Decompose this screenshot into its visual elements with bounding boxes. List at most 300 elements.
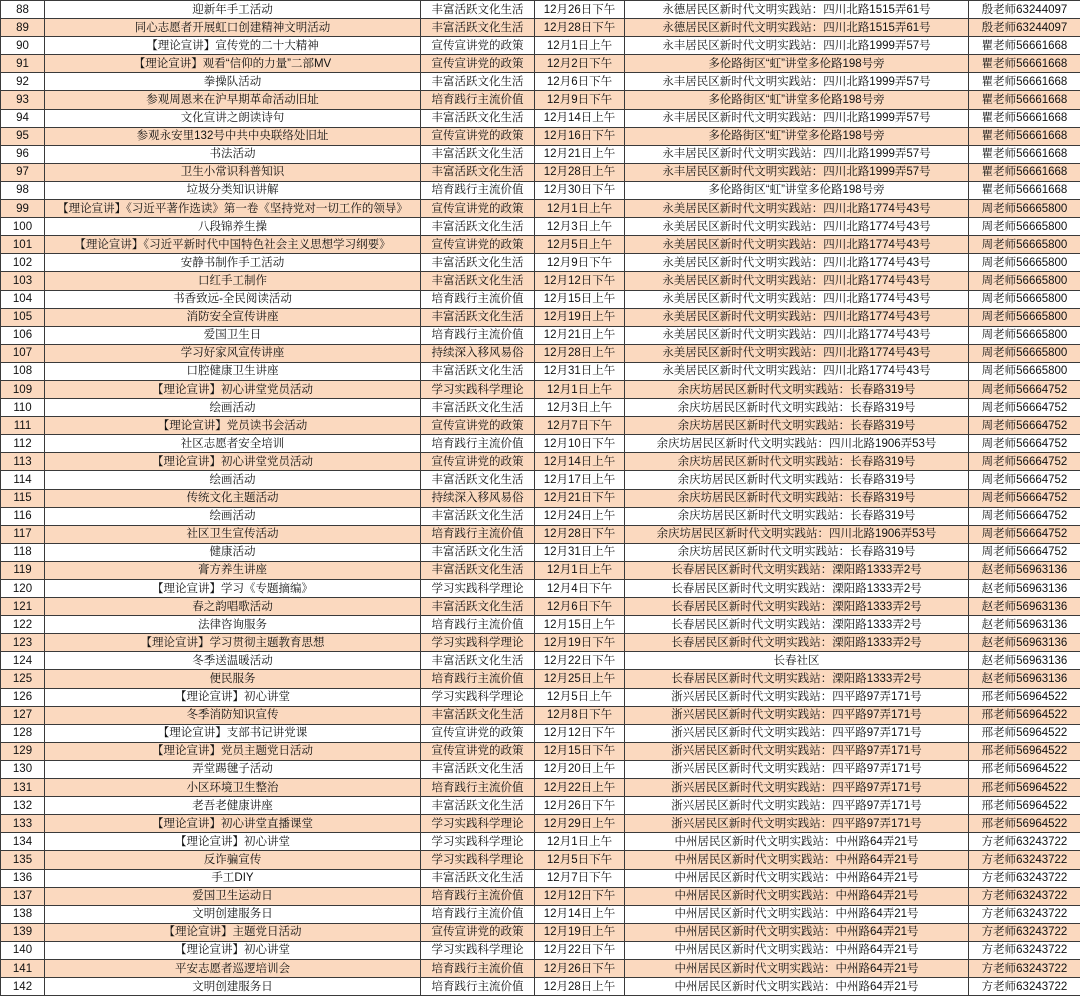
category-cell: 培育践行主流价值 bbox=[421, 326, 535, 344]
category-cell: 丰富活跃文化生活 bbox=[421, 507, 535, 525]
category-cell: 宣传宣讲党的政策 bbox=[421, 55, 535, 73]
contact-cell: 赵老师56963136 bbox=[969, 670, 1080, 688]
activity-name-cell: 弄堂踢毽子活动 bbox=[45, 760, 421, 778]
date-time-cell: 12月22日下午 bbox=[535, 652, 625, 670]
table-row bbox=[1, 326, 1080, 344]
category-cell: 丰富活跃文化生活 bbox=[421, 869, 535, 887]
contact-cell: 周老师56664752 bbox=[969, 417, 1080, 435]
row-number-cell: 104 bbox=[1, 290, 45, 308]
category-cell: 学习实践科学理论 bbox=[421, 941, 535, 959]
activity-name-cell: 【理论宣讲】学习《专题摘编》 bbox=[45, 580, 421, 598]
contact-cell: 邢老师56964522 bbox=[969, 724, 1080, 742]
activity-name-cell: 口腔健康卫生讲座 bbox=[45, 362, 421, 380]
activity-name-cell: 八段锦养生操 bbox=[45, 218, 421, 236]
date-time-cell: 12月14日上午 bbox=[535, 905, 625, 923]
location-cell: 永丰居民区新时代文明实践站：四川北路1999弄57号 bbox=[625, 145, 969, 163]
contact-cell: 邢老师56964522 bbox=[969, 688, 1080, 706]
contact-cell: 周老师56665800 bbox=[969, 344, 1080, 362]
table-row bbox=[1, 218, 1080, 236]
category-cell: 丰富活跃文化生活 bbox=[421, 543, 535, 561]
contact-cell: 周老师56664752 bbox=[969, 453, 1080, 471]
table-row bbox=[1, 380, 1080, 398]
activity-name-cell: 平安志愿者巡逻培训会 bbox=[45, 959, 421, 977]
date-time-cell: 12月21日上午 bbox=[535, 145, 625, 163]
contact-cell: 赵老师56963136 bbox=[969, 616, 1080, 634]
row-number-cell: 117 bbox=[1, 525, 45, 543]
category-cell: 宣传宣讲党的政策 bbox=[421, 417, 535, 435]
row-number-cell: 115 bbox=[1, 489, 45, 507]
table-row bbox=[1, 489, 1080, 507]
contact-cell: 方老师63243722 bbox=[969, 869, 1080, 887]
activity-name-cell: 【理论宣讲】学习贯彻主题教育思想 bbox=[45, 634, 421, 652]
row-number-cell: 120 bbox=[1, 580, 45, 598]
date-time-cell: 12月25日上午 bbox=[535, 670, 625, 688]
contact-cell: 周老师56665800 bbox=[969, 272, 1080, 290]
category-cell: 丰富活跃文化生活 bbox=[421, 163, 535, 181]
category-cell: 培育践行主流价值 bbox=[421, 435, 535, 453]
table-row bbox=[1, 580, 1080, 598]
table-row bbox=[1, 399, 1080, 417]
location-cell: 中州居民区新时代文明实践站：中州路64弄21号 bbox=[625, 887, 969, 905]
activity-name-cell: 【理论宣讲】初心讲堂 bbox=[45, 688, 421, 706]
location-cell: 永美居民区新时代文明实践站：四川北路1774号43号 bbox=[625, 326, 969, 344]
location-cell: 中州居民区新时代文明实践站：中州路64弄21号 bbox=[625, 869, 969, 887]
row-number-cell: 116 bbox=[1, 507, 45, 525]
date-time-cell: 12月19日下午 bbox=[535, 634, 625, 652]
table-row bbox=[1, 833, 1080, 851]
row-number-cell: 141 bbox=[1, 959, 45, 977]
row-number-cell: 100 bbox=[1, 218, 45, 236]
contact-cell: 方老师63243722 bbox=[969, 905, 1080, 923]
row-number-cell: 93 bbox=[1, 91, 45, 109]
activity-name-cell: 小区环境卫生整治 bbox=[45, 779, 421, 797]
location-cell: 永美居民区新时代文明实践站：四川北路1774号43号 bbox=[625, 272, 969, 290]
row-number-cell: 124 bbox=[1, 652, 45, 670]
location-cell: 长春居民区新时代文明实践站：溧阳路1333弄2号 bbox=[625, 580, 969, 598]
category-cell: 学习实践科学理论 bbox=[421, 833, 535, 851]
activity-name-cell: 春之韵唱歌活动 bbox=[45, 598, 421, 616]
location-cell: 中州居民区新时代文明实践站：中州路64弄21号 bbox=[625, 959, 969, 977]
contact-cell: 瞿老师56661668 bbox=[969, 109, 1080, 127]
date-time-cell: 12月3日上午 bbox=[535, 399, 625, 417]
activity-name-cell: 【理论宣讲】初心讲堂 bbox=[45, 833, 421, 851]
date-time-cell: 12月9日下午 bbox=[535, 254, 625, 272]
activity-name-cell: 文明创建服务日 bbox=[45, 978, 421, 996]
category-cell: 培育践行主流价值 bbox=[421, 978, 535, 996]
contact-cell: 方老师63243722 bbox=[969, 959, 1080, 977]
category-cell: 丰富活跃文化生活 bbox=[421, 19, 535, 37]
row-number-cell: 105 bbox=[1, 308, 45, 326]
date-time-cell: 12月5日上午 bbox=[535, 688, 625, 706]
table-row bbox=[1, 923, 1080, 941]
row-number-cell: 89 bbox=[1, 19, 45, 37]
row-number-cell: 101 bbox=[1, 236, 45, 254]
contact-cell: 瞿老师56661668 bbox=[969, 181, 1080, 199]
contact-cell: 方老师63243722 bbox=[969, 978, 1080, 996]
category-cell: 丰富活跃文化生活 bbox=[421, 109, 535, 127]
activity-name-cell: 【理论宣讲】《习近平著作选读》第一卷《坚持党对一切工作的领导》 bbox=[45, 200, 421, 218]
contact-cell: 周老师56665800 bbox=[969, 308, 1080, 326]
row-number-cell: 142 bbox=[1, 978, 45, 996]
activity-name-cell: 书法活动 bbox=[45, 145, 421, 163]
location-cell: 永德居民区新时代文明实践站：四川北路1515弄61号 bbox=[625, 1, 969, 19]
activity-name-cell: 【理论宣讲】党员主题党日活动 bbox=[45, 742, 421, 760]
row-number-cell: 95 bbox=[1, 127, 45, 145]
location-cell: 长春社区 bbox=[625, 652, 969, 670]
location-cell: 永丰居民区新时代文明实践站：四川北路1999弄57号 bbox=[625, 109, 969, 127]
date-time-cell: 12月19日上午 bbox=[535, 308, 625, 326]
contact-cell: 瞿老师56661668 bbox=[969, 163, 1080, 181]
location-cell: 余庆坊居民区新时代文明实践站：长春路319号 bbox=[625, 507, 969, 525]
table-row bbox=[1, 127, 1080, 145]
table-row bbox=[1, 959, 1080, 977]
location-cell: 永美居民区新时代文明实践站：四川北路1774号43号 bbox=[625, 308, 969, 326]
category-cell: 学习实践科学理论 bbox=[421, 580, 535, 598]
contact-cell: 赵老师56963136 bbox=[969, 634, 1080, 652]
date-time-cell: 12月16日下午 bbox=[535, 127, 625, 145]
row-number-cell: 113 bbox=[1, 453, 45, 471]
table-row bbox=[1, 507, 1080, 525]
location-cell: 浙兴居民区新时代文明实践站：四平路97弄171号 bbox=[625, 815, 969, 833]
category-cell: 丰富活跃文化生活 bbox=[421, 254, 535, 272]
row-number-cell: 99 bbox=[1, 200, 45, 218]
contact-cell: 方老师63243722 bbox=[969, 851, 1080, 869]
date-time-cell: 12月20日上午 bbox=[535, 760, 625, 778]
contact-cell: 邢老师56964522 bbox=[969, 797, 1080, 815]
activity-name-cell: 学习好家风宣传讲座 bbox=[45, 344, 421, 362]
table-row bbox=[1, 181, 1080, 199]
row-number-cell: 128 bbox=[1, 724, 45, 742]
table-row bbox=[1, 616, 1080, 634]
table-row bbox=[1, 652, 1080, 670]
row-number-cell: 107 bbox=[1, 344, 45, 362]
table-row bbox=[1, 688, 1080, 706]
table-row bbox=[1, 254, 1080, 272]
location-cell: 永美居民区新时代文明实践站：四川北路1774号43号 bbox=[625, 362, 969, 380]
row-number-cell: 140 bbox=[1, 941, 45, 959]
activity-name-cell: 健康活动 bbox=[45, 543, 421, 561]
location-cell: 余庆坊居民区新时代文明实践站：长春路319号 bbox=[625, 399, 969, 417]
table-body bbox=[1, 1, 1080, 996]
location-cell: 余庆坊居民区新时代文明实践站：长春路319号 bbox=[625, 453, 969, 471]
location-cell: 余庆坊居民区新时代文明实践站：四川北路1906弄53号 bbox=[625, 435, 969, 453]
table-row bbox=[1, 163, 1080, 181]
table-row bbox=[1, 634, 1080, 652]
row-number-cell: 139 bbox=[1, 923, 45, 941]
row-number-cell: 119 bbox=[1, 561, 45, 579]
table-row bbox=[1, 55, 1080, 73]
activity-name-cell: 绘画活动 bbox=[45, 471, 421, 489]
row-number-cell: 114 bbox=[1, 471, 45, 489]
date-time-cell: 12月26日下午 bbox=[535, 1, 625, 19]
contact-cell: 周老师56664752 bbox=[969, 525, 1080, 543]
table-row bbox=[1, 815, 1080, 833]
table-row bbox=[1, 905, 1080, 923]
table-row bbox=[1, 362, 1080, 380]
activity-name-cell: 安静书制作手工活动 bbox=[45, 254, 421, 272]
table-row bbox=[1, 91, 1080, 109]
activity-name-cell: 冬季消防知识宣传 bbox=[45, 706, 421, 724]
table-row bbox=[1, 19, 1080, 37]
activity-name-cell: 【理论宣讲】宣传党的二十大精神 bbox=[45, 37, 421, 55]
contact-cell: 邢老师56964522 bbox=[969, 815, 1080, 833]
date-time-cell: 12月31日上午 bbox=[535, 543, 625, 561]
activity-name-cell: 【理论宣讲】支部书记讲党课 bbox=[45, 724, 421, 742]
category-cell: 培育践行主流价值 bbox=[421, 91, 535, 109]
location-cell: 中州居民区新时代文明实践站：中州路64弄21号 bbox=[625, 905, 969, 923]
row-number-cell: 123 bbox=[1, 634, 45, 652]
location-cell: 永丰居民区新时代文明实践站：四川北路1999弄57号 bbox=[625, 163, 969, 181]
row-number-cell: 125 bbox=[1, 670, 45, 688]
category-cell: 丰富活跃文化生活 bbox=[421, 561, 535, 579]
table-row bbox=[1, 308, 1080, 326]
location-cell: 永德居民区新时代文明实践站：四川北路1515弄61号 bbox=[625, 19, 969, 37]
row-number-cell: 91 bbox=[1, 55, 45, 73]
table-row bbox=[1, 598, 1080, 616]
date-time-cell: 12月1日上午 bbox=[535, 37, 625, 55]
category-cell: 宣传宣讲党的政策 bbox=[421, 236, 535, 254]
location-cell: 中州居民区新时代文明实践站：中州路64弄21号 bbox=[625, 833, 969, 851]
table-row bbox=[1, 145, 1080, 163]
contact-cell: 周老师56665800 bbox=[969, 218, 1080, 236]
category-cell: 持续深入移风易俗 bbox=[421, 489, 535, 507]
table-row bbox=[1, 724, 1080, 742]
contact-cell: 周老师56665800 bbox=[969, 362, 1080, 380]
category-cell: 培育践行主流价值 bbox=[421, 779, 535, 797]
date-time-cell: 12月4日下午 bbox=[535, 580, 625, 598]
contact-cell: 周老师56665800 bbox=[969, 200, 1080, 218]
location-cell: 中州居民区新时代文明实践站：中州路64弄21号 bbox=[625, 978, 969, 996]
date-time-cell: 12月28日下午 bbox=[535, 19, 625, 37]
activity-name-cell: 社区卫生宣传活动 bbox=[45, 525, 421, 543]
table-row bbox=[1, 109, 1080, 127]
activity-name-cell: 反诈骗宣传 bbox=[45, 851, 421, 869]
date-time-cell: 12月26日下午 bbox=[535, 797, 625, 815]
row-number-cell: 112 bbox=[1, 435, 45, 453]
table-row bbox=[1, 1, 1080, 19]
row-number-cell: 92 bbox=[1, 73, 45, 91]
location-cell: 浙兴居民区新时代文明实践站：四平路97弄171号 bbox=[625, 742, 969, 760]
activity-name-cell: 绘画活动 bbox=[45, 507, 421, 525]
location-cell: 多伦路街区“虹”讲堂多伦路198号旁 bbox=[625, 181, 969, 199]
category-cell: 学习实践科学理论 bbox=[421, 380, 535, 398]
activity-name-cell: 绘画活动 bbox=[45, 399, 421, 417]
table-row bbox=[1, 978, 1080, 996]
category-cell: 丰富活跃文化生活 bbox=[421, 760, 535, 778]
row-number-cell: 137 bbox=[1, 887, 45, 905]
row-number-cell: 122 bbox=[1, 616, 45, 634]
activity-name-cell: 卫生小常识科普知识 bbox=[45, 163, 421, 181]
activity-name-cell: 【理论宣讲】初心讲堂直播课堂 bbox=[45, 815, 421, 833]
location-cell: 长春居民区新时代文明实践站：溧阳路1333弄2号 bbox=[625, 598, 969, 616]
contact-cell: 殷老师63244097 bbox=[969, 19, 1080, 37]
table-row bbox=[1, 543, 1080, 561]
activity-name-cell: 参观永安里132号中共中央联络处旧址 bbox=[45, 127, 421, 145]
date-time-cell: 12月2日下午 bbox=[535, 55, 625, 73]
location-cell: 浙兴居民区新时代文明实践站：四平路97弄171号 bbox=[625, 797, 969, 815]
row-number-cell: 118 bbox=[1, 543, 45, 561]
date-time-cell: 12月21日下午 bbox=[535, 489, 625, 507]
contact-cell: 赵老师56963136 bbox=[969, 561, 1080, 579]
date-time-cell: 12月29日上午 bbox=[535, 815, 625, 833]
row-number-cell: 135 bbox=[1, 851, 45, 869]
date-time-cell: 12月6日下午 bbox=[535, 73, 625, 91]
row-number-cell: 94 bbox=[1, 109, 45, 127]
activity-name-cell: 便民服务 bbox=[45, 670, 421, 688]
date-time-cell: 12月14日上午 bbox=[535, 109, 625, 127]
location-cell: 多伦路街区“虹”讲堂多伦路198号旁 bbox=[625, 91, 969, 109]
category-cell: 丰富活跃文化生活 bbox=[421, 218, 535, 236]
table-row bbox=[1, 344, 1080, 362]
table-row bbox=[1, 37, 1080, 55]
location-cell: 中州居民区新时代文明实践站：中州路64弄21号 bbox=[625, 851, 969, 869]
contact-cell: 方老师63243722 bbox=[969, 923, 1080, 941]
date-time-cell: 12月5日上午 bbox=[535, 236, 625, 254]
table-row bbox=[1, 561, 1080, 579]
location-cell: 浙兴居民区新时代文明实践站：四平路97弄171号 bbox=[625, 706, 969, 724]
contact-cell: 赵老师56963136 bbox=[969, 652, 1080, 670]
contact-cell: 周老师56664752 bbox=[969, 489, 1080, 507]
date-time-cell: 12月3日上午 bbox=[535, 218, 625, 236]
table-row bbox=[1, 941, 1080, 959]
row-number-cell: 90 bbox=[1, 37, 45, 55]
activity-name-cell: 法律咨询服务 bbox=[45, 616, 421, 634]
contact-cell: 邢老师56964522 bbox=[969, 742, 1080, 760]
contact-cell: 邢老师56964522 bbox=[969, 706, 1080, 724]
row-number-cell: 126 bbox=[1, 688, 45, 706]
activity-name-cell: 文化宣讲之朗读诗句 bbox=[45, 109, 421, 127]
location-cell: 永丰居民区新时代文明实践站：四川北路1999弄57号 bbox=[625, 37, 969, 55]
table-row bbox=[1, 779, 1080, 797]
category-cell: 持续深入移风易俗 bbox=[421, 344, 535, 362]
location-cell: 长春居民区新时代文明实践站：溧阳路1333弄2号 bbox=[625, 616, 969, 634]
location-cell: 余庆坊居民区新时代文明实践站：长春路319号 bbox=[625, 380, 969, 398]
contact-cell: 瞿老师56661668 bbox=[969, 73, 1080, 91]
table-row bbox=[1, 670, 1080, 688]
location-cell: 浙兴居民区新时代文明实践站：四平路97弄171号 bbox=[625, 724, 969, 742]
table-row bbox=[1, 417, 1080, 435]
row-number-cell: 109 bbox=[1, 380, 45, 398]
row-number-cell: 111 bbox=[1, 417, 45, 435]
date-time-cell: 12月1日上午 bbox=[535, 200, 625, 218]
category-cell: 丰富活跃文化生活 bbox=[421, 145, 535, 163]
date-time-cell: 12月30日下午 bbox=[535, 181, 625, 199]
activity-name-cell: 口红手工制作 bbox=[45, 272, 421, 290]
table-row bbox=[1, 887, 1080, 905]
date-time-cell: 12月28日下午 bbox=[535, 525, 625, 543]
category-cell: 宣传宣讲党的政策 bbox=[421, 200, 535, 218]
contact-cell: 瞿老师56661668 bbox=[969, 37, 1080, 55]
activity-name-cell: 爱国卫生运动日 bbox=[45, 887, 421, 905]
date-time-cell: 12月24日上午 bbox=[535, 507, 625, 525]
date-time-cell: 12月1日上午 bbox=[535, 561, 625, 579]
contact-cell: 赵老师56963136 bbox=[969, 598, 1080, 616]
location-cell: 长春居民区新时代文明实践站：溧阳路1333弄2号 bbox=[625, 634, 969, 652]
table-row bbox=[1, 760, 1080, 778]
contact-cell: 瞿老师56661668 bbox=[969, 145, 1080, 163]
location-cell: 浙兴居民区新时代文明实践站：四平路97弄171号 bbox=[625, 760, 969, 778]
table-row bbox=[1, 272, 1080, 290]
date-time-cell: 12月31日上午 bbox=[535, 362, 625, 380]
location-cell: 多伦路街区“虹”讲堂多伦路198号旁 bbox=[625, 127, 969, 145]
contact-cell: 邢老师56964522 bbox=[969, 779, 1080, 797]
row-number-cell: 96 bbox=[1, 145, 45, 163]
date-time-cell: 12月28日上午 bbox=[535, 978, 625, 996]
contact-cell: 邢老师56964522 bbox=[969, 760, 1080, 778]
location-cell: 余庆坊居民区新时代文明实践站：长春路319号 bbox=[625, 471, 969, 489]
category-cell: 培育践行主流价值 bbox=[421, 181, 535, 199]
contact-cell: 方老师63243722 bbox=[969, 833, 1080, 851]
contact-cell: 瞿老师56661668 bbox=[969, 91, 1080, 109]
location-cell: 浙兴居民区新时代文明实践站：四平路97弄171号 bbox=[625, 779, 969, 797]
date-time-cell: 12月28日上午 bbox=[535, 344, 625, 362]
location-cell: 永美居民区新时代文明实践站：四川北路1774号43号 bbox=[625, 218, 969, 236]
date-time-cell: 12月17日上午 bbox=[535, 471, 625, 489]
table-row bbox=[1, 706, 1080, 724]
contact-cell: 方老师63243722 bbox=[969, 887, 1080, 905]
category-cell: 学习实践科学理论 bbox=[421, 634, 535, 652]
category-cell: 丰富活跃文化生活 bbox=[421, 272, 535, 290]
category-cell: 学习实践科学理论 bbox=[421, 851, 535, 869]
location-cell: 余庆坊居民区新时代文明实践站：长春路319号 bbox=[625, 543, 969, 561]
date-time-cell: 12月1日上午 bbox=[535, 380, 625, 398]
table-row bbox=[1, 200, 1080, 218]
activity-name-cell: 【理论宣讲】初心讲堂党员活动 bbox=[45, 380, 421, 398]
table-row bbox=[1, 435, 1080, 453]
activity-name-cell: 【理论宣讲】初心讲堂党员活动 bbox=[45, 453, 421, 471]
category-cell: 培育践行主流价值 bbox=[421, 959, 535, 977]
activity-name-cell: 冬季送温暖活动 bbox=[45, 652, 421, 670]
activity-name-cell: 【理论宣讲】党员读书会活动 bbox=[45, 417, 421, 435]
activity-name-cell: 【理论宣讲】主题党日活动 bbox=[45, 923, 421, 941]
row-number-cell: 103 bbox=[1, 272, 45, 290]
row-number-cell: 136 bbox=[1, 869, 45, 887]
row-number-cell: 130 bbox=[1, 760, 45, 778]
activity-name-cell: 手工DIY bbox=[45, 869, 421, 887]
activity-name-cell: 【理论宣讲】初心讲堂 bbox=[45, 941, 421, 959]
category-cell: 丰富活跃文化生活 bbox=[421, 73, 535, 91]
activity-name-cell: 爱国卫生日 bbox=[45, 326, 421, 344]
row-number-cell: 133 bbox=[1, 815, 45, 833]
activity-name-cell: 膏方养生讲座 bbox=[45, 561, 421, 579]
activity-name-cell: 消防安全宣传讲座 bbox=[45, 308, 421, 326]
activity-name-cell: 参观周恩来在沪早期革命活动旧址 bbox=[45, 91, 421, 109]
location-cell: 余庆坊居民区新时代文明实践站：长春路319号 bbox=[625, 417, 969, 435]
contact-cell: 周老师56664752 bbox=[969, 435, 1080, 453]
table-row bbox=[1, 73, 1080, 91]
table-row bbox=[1, 236, 1080, 254]
contact-cell: 赵老师56963136 bbox=[969, 580, 1080, 598]
row-number-cell: 110 bbox=[1, 399, 45, 417]
contact-cell: 周老师56664752 bbox=[969, 543, 1080, 561]
row-number-cell: 106 bbox=[1, 326, 45, 344]
activity-name-cell: 【理论宣讲】《习近平新时代中国特色社会主义思想学习纲要》 bbox=[45, 236, 421, 254]
activity-name-cell: 【理论宣讲】观看“信仰的力量”二部MV bbox=[45, 55, 421, 73]
activity-name-cell: 垃圾分类知识讲解 bbox=[45, 181, 421, 199]
location-cell: 永美居民区新时代文明实践站：四川北路1774号43号 bbox=[625, 254, 969, 272]
row-number-cell: 97 bbox=[1, 163, 45, 181]
category-cell: 培育践行主流价值 bbox=[421, 616, 535, 634]
location-cell: 中州居民区新时代文明实践站：中州路64弄21号 bbox=[625, 923, 969, 941]
category-cell: 丰富活跃文化生活 bbox=[421, 362, 535, 380]
row-number-cell: 129 bbox=[1, 742, 45, 760]
category-cell: 学习实践科学理论 bbox=[421, 815, 535, 833]
date-time-cell: 12月7日下午 bbox=[535, 869, 625, 887]
activity-name-cell: 书香致远-全民阅读活动 bbox=[45, 290, 421, 308]
category-cell: 宣传宣讲党的政策 bbox=[421, 127, 535, 145]
date-time-cell: 12月28日上午 bbox=[535, 163, 625, 181]
row-number-cell: 102 bbox=[1, 254, 45, 272]
